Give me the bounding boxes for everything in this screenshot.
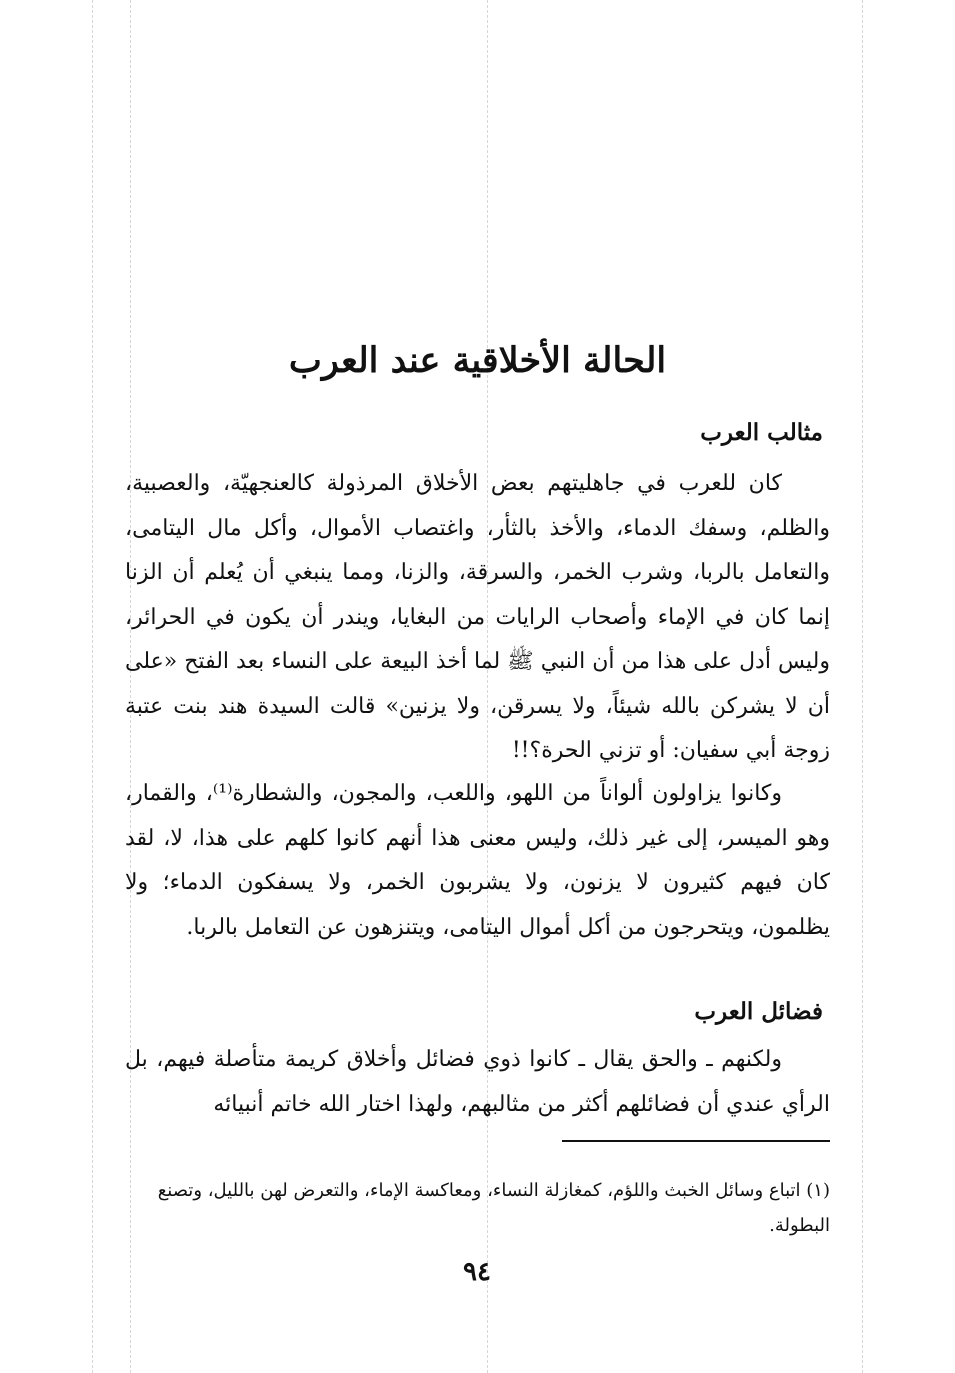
footnote: (١) اتباع وسائل الخبث واللؤم، كمغازلة النساء، ومعاكسة الإماء، والتعرض لهن بالليل، وتصنع البطولة. <box>157 1180 830 1236</box>
footnote-divider <box>562 1140 830 1142</box>
scan-guide-line <box>862 0 863 1373</box>
section-heading-virtues: فضائل العرب <box>694 998 823 1026</box>
scan-guide-line <box>92 0 93 1373</box>
section-heading-vices: مثالب العرب <box>700 419 823 447</box>
page-title: الحالة الأخلاقية عند العرب <box>288 340 667 382</box>
page-number: ٩٤ <box>463 1257 491 1287</box>
paragraph: كان للعرب في جاهليتهم بعض الأخلاق المرذولة كالعنجهيّة، والعصبية، والظلم، وسفك الدماء، والأخذ بالثأر، واغتصاب الأموال، وأكل مال اليتامى، والتعامل بالربا، وشرب الخمر، والسرقة، والزنا، ومما ينبغي أن يُعلم أن الزنا إنما كان في الإماء وأصحاب الرايات من البغايا، ويندر أن يكون في الحرائر، وليس أدل على هذا من أن النبي ﷺ لما أخذ البيعة على النساء بعد الفتح «على أن لا يشركن بالله شيئاً، ولا يسرقن، ولا يزنين» قالت السيدة هند بنت عتبة زوجة أبي سفيان: أو تزني الحرة؟!! <box>125 471 830 763</box>
paragraph: وكانوا يزاولون ألواناً من اللهو، واللعب، والمجون، والشطارة⁽¹⁾، والقمار، وهو الميسر، إلى غير ذلك، وليس معنى هذا أنهم كانوا كلهم على هذا، لا، لقد كان فيهم كثيرون لا يزنون، ولا يشربون الخمر، ولا يسفكون الدماء؛ ولا يظلمون، ويتحرجون من أكل أموال اليتامى، ويتنزهون عن التعامل بالربا. <box>125 781 830 940</box>
paragraph: ولكنهم ـ والحق يقال ـ كانوا ذوي فضائل وأخلاق كريمة متأصلة فيهم، بل الرأي عندي أن فضائلهم أكثر من مثالبهم، ولهذا اختار الله خاتم أنبيائه <box>125 1047 830 1117</box>
